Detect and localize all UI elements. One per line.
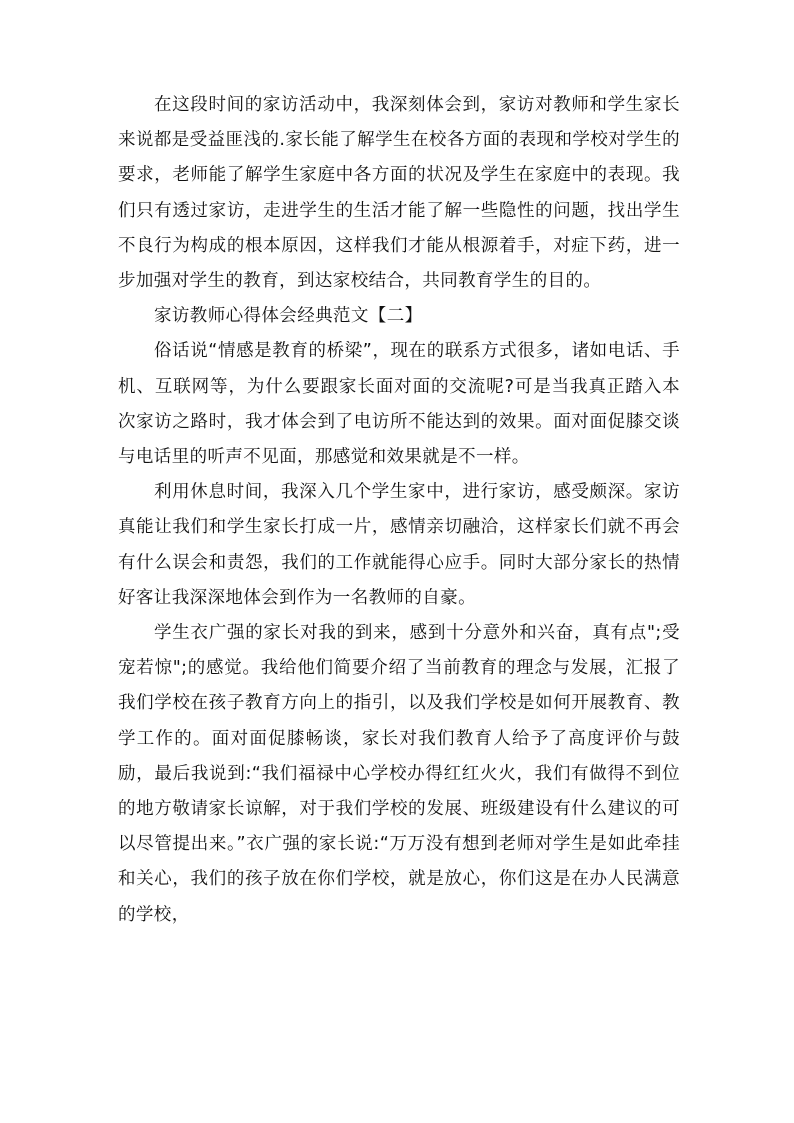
paragraph-2: 俗话说“情感是教育的桥梁”，现在的联系方式很多，诸如电话、手机、互联网等，为什么要跟家长面对面的交流呢?可是当我真正踏入本次家访之路时，我才体会到了电访所不能达到的效果。面对面促膝交谈与电话里的听声不见面，那感觉和效果就是不一样。 <box>118 341 680 468</box>
paragraph-3: 利用休息时间，我深入几个学生家中，进行家访，感受颇深。家访真能让我们和学生家长打成一片，感情亲切融洽，这样家长们就不再会有什么误会和责怨，我们的工作就能得心应手。同时大部分家长的热情好客让我深深地体会到作为一名教师的自豪。 <box>118 482 680 608</box>
section-heading: 家访教师心得体会经典范文【二】 <box>154 306 423 327</box>
paragraph-4: 学生衣广强的家长对我的到来，感到十分意外和兴奋，真有点";受宠若惊";的感觉。我给他们简要介绍了当前教育的理念与发展，汇报了我们学校在孩子教育方向上的指引，以及我们学校是如何开展教育、教学工作的。面对面促膝畅谈，家长对我们教育人给予了高度评价与鼓励，最后我说到:“我们福禄中心学校办得红红火火，我们有做得不到位的地方敬请家长谅解，对于我们学校的发展、班级建设有什么建议的可以尽管提出来。”衣广强的家长说:“万万没有想到老师对学生是如此牵挂和关心，我们的孩子放在你们学校，就是放心，你们这是在办人民满意的学校， <box>118 623 680 925</box>
document-body <box>118 88 680 933</box>
paragraph-1: 在这段时间的家访活动中，我深刻体会到，家访对教师和学生家长来说都是受益匪浅的.家长能了解学生在校各方面的表现和学校对学生的要求，老师能了解学生家庭中各方面的状况及学生在家庭中的表现。我们只有透过家访，走进学生的生活才能了解一些隐性的问题，找出学生不良行为构成的根本原因，这样我们才能从根源着手，对症下药，进一步加强对学生的教育，到达家校结合，共同教育学生的目的。 <box>118 95 680 292</box>
